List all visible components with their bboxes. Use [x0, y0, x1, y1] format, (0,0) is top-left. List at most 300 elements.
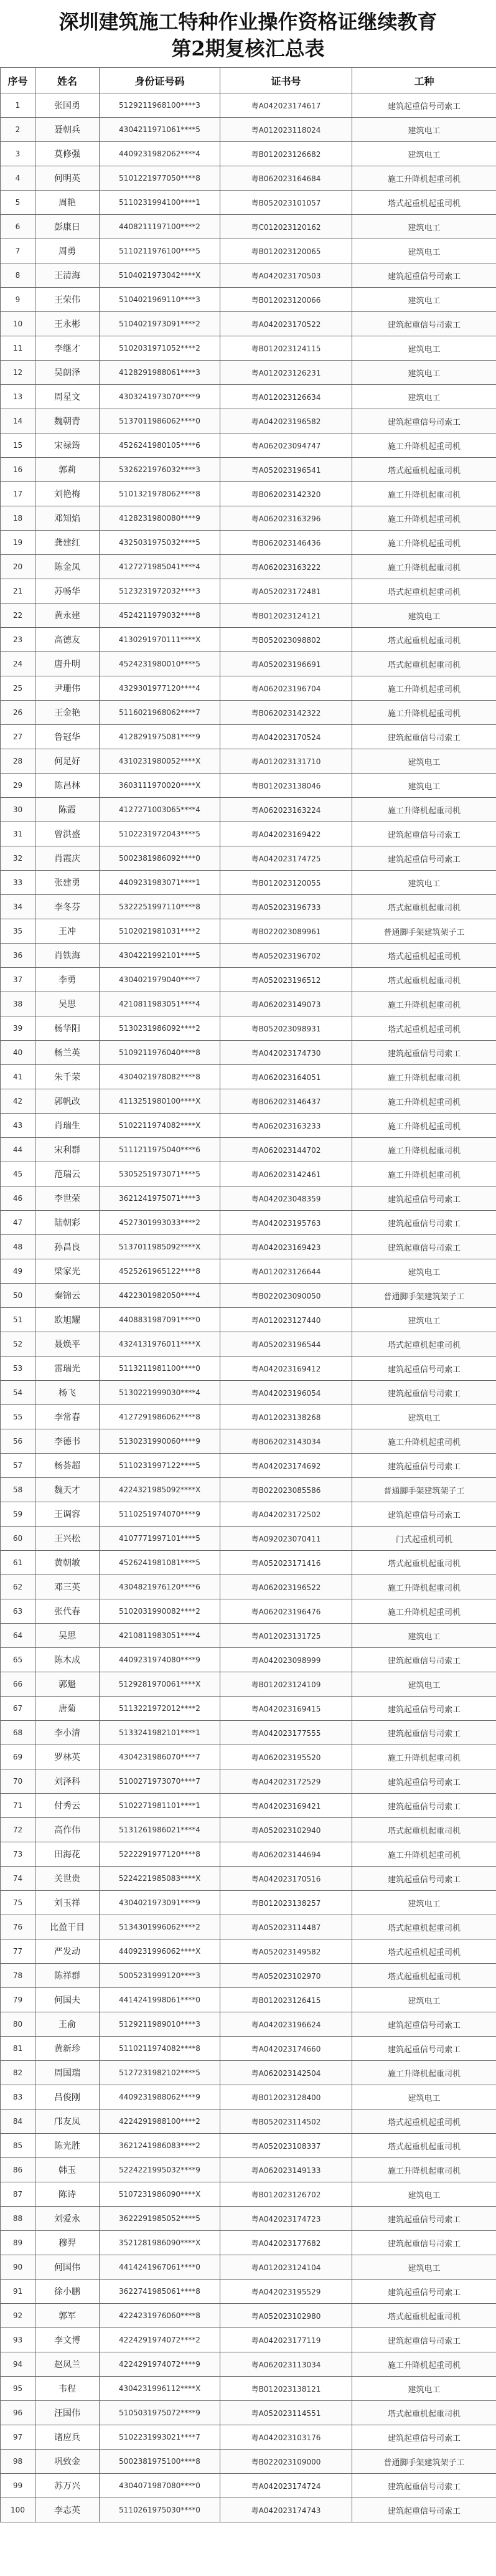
cell-job-type: 建筑电工 — [352, 871, 496, 895]
cell-name: 吴思 — [35, 992, 100, 1016]
table-row — [1, 992, 496, 1016]
cell-certificate-number: 粤A062023163222 — [220, 555, 352, 579]
cell-id-number: 5137011985092****X — [100, 1235, 220, 1259]
cell-job-type: 建筑电工 — [352, 2255, 496, 2280]
cell-name: 魏朝青 — [35, 409, 100, 433]
cell-serial-number: 65 — [1, 1648, 35, 1672]
cell-job-type: 建筑起重信号司索工 — [352, 2425, 496, 2450]
cell-job-type: 施工升降机起重司机 — [352, 1114, 496, 1138]
cell-certificate-number: 粤A052023196733 — [220, 895, 352, 919]
cell-serial-number: 52 — [1, 1332, 35, 1357]
cell-job-type: 建筑电工 — [352, 1891, 496, 1915]
cell-serial-number: 46 — [1, 1186, 35, 1211]
table-row — [1, 2182, 496, 2207]
cell-name: 诸应兵 — [35, 2425, 100, 2450]
table-row — [1, 2377, 496, 2401]
table-row — [1, 895, 496, 919]
cell-certificate-number: 粤A062023144702 — [220, 1138, 352, 1162]
cell-serial-number: 89 — [1, 2231, 35, 2255]
cell-certificate-number: 粤A062023163233 — [220, 1114, 352, 1138]
cell-serial-number: 85 — [1, 2134, 35, 2158]
cell-job-type: 建筑电工 — [352, 2377, 496, 2401]
cell-serial-number: 76 — [1, 1915, 35, 1939]
cell-serial-number: 12 — [1, 361, 35, 385]
cell-serial-number: 21 — [1, 579, 35, 604]
cell-certificate-number: 粤A042023195529 — [220, 2280, 352, 2304]
cell-id-number: 5224221995032****9 — [100, 2158, 220, 2182]
cell-id-number: 4304221992101****5 — [100, 944, 220, 968]
cell-name: 王俞 — [35, 2012, 100, 2037]
cell-serial-number: 41 — [1, 1065, 35, 1089]
cell-name: 李勇 — [35, 968, 100, 992]
cell-name: 陈霞 — [35, 798, 100, 822]
cell-id-number: 4128291975081****9 — [100, 725, 220, 749]
table-row — [1, 1259, 496, 1284]
cell-name: 韦程 — [35, 2377, 100, 2401]
cell-job-type: 施工升降机起重司机 — [352, 506, 496, 531]
cell-certificate-number: 粤A052023196544 — [220, 1332, 352, 1357]
cell-serial-number: 37 — [1, 968, 35, 992]
cell-job-type: 建筑起重信号司索工 — [352, 2280, 496, 2304]
cell-serial-number: 16 — [1, 458, 35, 482]
cell-name: 赵凤兰 — [35, 2352, 100, 2377]
cell-certificate-number: 粤B022023085586 — [220, 1478, 352, 1502]
cell-job-type: 施工升降机起重司机 — [352, 531, 496, 555]
cell-certificate-number: 粤A062023196476 — [220, 1599, 352, 1624]
cell-serial-number: 1 — [1, 93, 35, 118]
cell-job-type: 塔式起重机起重司机 — [352, 1016, 496, 1041]
cell-job-type: 施工升降机起重司机 — [352, 1745, 496, 1769]
cell-name: 秦锦云 — [35, 1284, 100, 1308]
cell-job-type: 施工升降机起重司机 — [352, 2061, 496, 2085]
cell-job-type: 建筑电工 — [352, 239, 496, 263]
cell-serial-number: 55 — [1, 1405, 35, 1429]
cell-serial-number: 63 — [1, 1599, 35, 1624]
cell-job-type: 普通脚手架建筑架子工 — [352, 1478, 496, 1502]
cell-job-type: 塔式起重机起重司机 — [352, 968, 496, 992]
cell-job-type: 施工升降机起重司机 — [352, 1138, 496, 1162]
cell-name: 陈光胜 — [35, 2134, 100, 2158]
cell-job-type: 建筑电工 — [352, 2085, 496, 2110]
cell-id-number: 4310231980052****X — [100, 749, 220, 774]
cell-serial-number: 87 — [1, 2182, 35, 2207]
cell-id-number: 4128291988061****3 — [100, 361, 220, 385]
cell-certificate-number: 粤B012023124121 — [220, 604, 352, 628]
cell-name: 何足好 — [35, 749, 100, 774]
cell-job-type: 门式起重机司机 — [352, 1527, 496, 1551]
cell-serial-number: 92 — [1, 2304, 35, 2328]
cell-job-type: 建筑电工 — [352, 288, 496, 312]
table-row — [1, 458, 496, 482]
table-row — [1, 2352, 496, 2377]
cell-serial-number: 36 — [1, 944, 35, 968]
cell-id-number: 4524231980010****5 — [100, 652, 220, 676]
cell-certificate-number: 粤B012023120066 — [220, 288, 352, 312]
cell-id-number: 4409231996062****X — [100, 1939, 220, 1964]
cell-certificate-number: 粤A012023124104 — [220, 2255, 352, 2280]
table-row — [1, 1235, 496, 1259]
cell-serial-number: 90 — [1, 2255, 35, 2280]
cell-job-type: 施工升降机起重司机 — [352, 1842, 496, 1867]
cell-job-type: 塔式起重机起重司机 — [352, 191, 496, 215]
cell-id-number: 5129281970061****X — [100, 1672, 220, 1697]
cell-serial-number: 42 — [1, 1089, 35, 1114]
cell-certificate-number: 粤B012023138257 — [220, 1891, 352, 1915]
cell-id-number: 5102231993021****7 — [100, 2425, 220, 2450]
cell-id-number: 5133241982101****1 — [100, 1721, 220, 1745]
cell-name: 高作伟 — [35, 1818, 100, 1842]
cell-job-type: 建筑起重信号司索工 — [352, 1721, 496, 1745]
table-row — [1, 1891, 496, 1915]
cell-certificate-number: 粤A042023170522 — [220, 312, 352, 336]
cell-job-type: 施工升降机起重司机 — [352, 2158, 496, 2182]
cell-certificate-number: 粤B012023126682 — [220, 142, 352, 166]
cell-name: 魏天才 — [35, 1478, 100, 1502]
cell-serial-number: 18 — [1, 506, 35, 531]
cell-serial-number: 15 — [1, 433, 35, 458]
cell-name: 王兴松 — [35, 1527, 100, 1551]
table-row — [1, 1138, 496, 1162]
cell-serial-number: 71 — [1, 1794, 35, 1818]
cell-id-number: 4408831987091****0 — [100, 1308, 220, 1332]
cell-id-number: 5130231990060****9 — [100, 1429, 220, 1454]
cell-serial-number: 31 — [1, 822, 35, 846]
cell-serial-number: 45 — [1, 1162, 35, 1186]
table-row — [1, 919, 496, 944]
cell-certificate-number: 粤A042023195763 — [220, 1211, 352, 1235]
cell-certificate-number: 粤A042023174660 — [220, 2037, 352, 2061]
cell-id-number: 5101221977050****8 — [100, 166, 220, 191]
cell-job-type: 建筑起重信号司索工 — [352, 2012, 496, 2037]
cell-job-type: 建筑起重信号司索工 — [352, 1357, 496, 1381]
cell-serial-number: 79 — [1, 1988, 35, 2012]
cell-id-number: 4304071987080****0 — [100, 2474, 220, 2498]
cell-id-number: 3622741985061****8 — [100, 2280, 220, 2304]
cell-certificate-number: 粤A042023177682 — [220, 2231, 352, 2255]
cell-name: 比盈干目 — [35, 1915, 100, 1939]
cell-name: 李德书 — [35, 1429, 100, 1454]
cell-id-number: 4524211979032****8 — [100, 604, 220, 628]
cell-serial-number: 68 — [1, 1721, 35, 1745]
cell-id-number: 5002381975100****8 — [100, 2450, 220, 2474]
cell-name: 唐菊 — [35, 1697, 100, 1721]
cell-id-number: 5110211976100****5 — [100, 239, 220, 263]
table-row — [1, 1211, 496, 1235]
cell-name: 李常春 — [35, 1405, 100, 1429]
cell-serial-number: 62 — [1, 1575, 35, 1599]
table-row — [1, 1454, 496, 1478]
cell-id-number: 5102211974082****X — [100, 1114, 220, 1138]
cell-job-type: 建筑起重信号司索工 — [352, 1041, 496, 1065]
cell-id-number: 5102271981101****1 — [100, 1794, 220, 1818]
cell-id-number: 4324131976011****X — [100, 1332, 220, 1357]
cell-certificate-number: 粤A062023163224 — [220, 798, 352, 822]
cell-name: 张建勇 — [35, 871, 100, 895]
cell-serial-number: 11 — [1, 336, 35, 361]
cell-serial-number: 53 — [1, 1357, 35, 1381]
cell-serial-number: 22 — [1, 604, 35, 628]
cell-job-type: 建筑起重信号司索工 — [352, 1502, 496, 1527]
cell-id-number: 5110231994100****1 — [100, 191, 220, 215]
cell-job-type: 塔式起重机起重司机 — [352, 944, 496, 968]
cell-id-number: 4224231976060****8 — [100, 2304, 220, 2328]
cell-certificate-number: 粤B012023126415 — [220, 1988, 352, 2012]
cell-job-type: 建筑起重信号司索工 — [352, 1794, 496, 1818]
table-row — [1, 1089, 496, 1114]
cell-id-number: 5104021969110****3 — [100, 288, 220, 312]
cell-name: 范瑞云 — [35, 1162, 100, 1186]
table-header-row — [1, 68, 496, 93]
table-row — [1, 1114, 496, 1138]
table-row — [1, 944, 496, 968]
cell-certificate-number: 粤A012023138268 — [220, 1405, 352, 1429]
table-row — [1, 2037, 496, 2061]
cell-serial-number: 49 — [1, 1259, 35, 1284]
table-row — [1, 701, 496, 725]
cell-serial-number: 100 — [1, 2498, 35, 2522]
table-row — [1, 1186, 496, 1211]
cell-certificate-number: 粤B012023126702 — [220, 2182, 352, 2207]
cell-name: 陈木成 — [35, 1648, 100, 1672]
cell-id-number: 4408211197100****2 — [100, 215, 220, 239]
cell-serial-number: 61 — [1, 1551, 35, 1575]
table-row — [1, 1284, 496, 1308]
cell-job-type: 塔式起重机起重司机 — [352, 652, 496, 676]
cell-serial-number: 94 — [1, 2352, 35, 2377]
cell-job-type: 建筑起重信号司索工 — [352, 93, 496, 118]
cell-serial-number: 69 — [1, 1745, 35, 1769]
table-row — [1, 2498, 496, 2522]
cell-certificate-number: 粤A062023113034 — [220, 2352, 352, 2377]
cell-id-number: 5130231986092****2 — [100, 1016, 220, 1041]
table-row — [1, 2158, 496, 2182]
cell-serial-number: 43 — [1, 1114, 35, 1138]
cell-name: 梁家光 — [35, 1259, 100, 1284]
cell-certificate-number: 粤C012023120162 — [220, 215, 352, 239]
cell-name: 周国瑞 — [35, 2061, 100, 2085]
cell-serial-number: 47 — [1, 1211, 35, 1235]
cell-name: 何国伟 — [35, 2255, 100, 2280]
table-row — [1, 846, 496, 871]
table-row — [1, 1794, 496, 1818]
table-row — [1, 239, 496, 263]
cell-serial-number: 48 — [1, 1235, 35, 1259]
cell-name: 鲁冠华 — [35, 725, 100, 749]
header-serial-number: 序号 — [1, 68, 35, 93]
cell-id-number: 5102021981031****2 — [100, 919, 220, 944]
cell-id-number: 4127271003065****4 — [100, 798, 220, 822]
table-row — [1, 1551, 496, 1575]
cell-id-number: 5102231972043****5 — [100, 822, 220, 846]
cell-name: 杨飞 — [35, 1381, 100, 1405]
cell-job-type: 施工升降机起重司机 — [352, 992, 496, 1016]
cell-certificate-number: 粤A052023196512 — [220, 968, 352, 992]
cell-id-number: 3621241986083****2 — [100, 2134, 220, 2158]
cell-certificate-number: 粤A012023131725 — [220, 1624, 352, 1648]
cell-job-type: 建筑电工 — [352, 774, 496, 798]
cell-id-number: 4414241967061****0 — [100, 2255, 220, 2280]
cell-job-type: 建筑起重信号司索工 — [352, 312, 496, 336]
table-row — [1, 1502, 496, 1527]
cell-job-type: 普通脚手架建筑架子工 — [352, 1284, 496, 1308]
cell-job-type: 建筑起重信号司索工 — [352, 1769, 496, 1794]
cell-serial-number: 54 — [1, 1381, 35, 1405]
cell-job-type: 塔式起重机起重司机 — [352, 2110, 496, 2134]
cell-name: 李冬芬 — [35, 895, 100, 919]
cell-id-number: 4525261965122****8 — [100, 1259, 220, 1284]
cell-id-number: 5102031971052****2 — [100, 336, 220, 361]
cell-serial-number: 7 — [1, 239, 35, 263]
table-body — [1, 93, 496, 2522]
table-row — [1, 409, 496, 433]
cell-name: 关世贵 — [35, 1867, 100, 1891]
table-row — [1, 1575, 496, 1599]
cell-job-type: 建筑电工 — [352, 361, 496, 385]
table-row — [1, 2207, 496, 2231]
cell-id-number: 5305251973071****5 — [100, 1162, 220, 1186]
cell-name: 李世荣 — [35, 1186, 100, 1211]
table-row — [1, 1624, 496, 1648]
cell-id-number: 3621241975071****3 — [100, 1186, 220, 1211]
cell-job-type: 建筑起重信号司索工 — [352, 2037, 496, 2061]
cell-certificate-number: 粤A062023164051 — [220, 1065, 352, 1089]
cell-job-type: 普通脚手架建筑架子工 — [352, 919, 496, 944]
header-id-number: 身份证号码 — [100, 68, 220, 93]
cell-name: 杨兰英 — [35, 1041, 100, 1065]
cell-certificate-number: 粤B012023128400 — [220, 2085, 352, 2110]
cell-name: 聂朝兵 — [35, 118, 100, 142]
cell-certificate-number: 粤A042023048359 — [220, 1186, 352, 1211]
table-row — [1, 433, 496, 458]
cell-serial-number: 17 — [1, 482, 35, 506]
cell-name: 陈金凤 — [35, 555, 100, 579]
cell-serial-number: 38 — [1, 992, 35, 1016]
table-row — [1, 1648, 496, 1672]
cell-job-type: 建筑电工 — [352, 604, 496, 628]
cell-certificate-number: 粤A012023126644 — [220, 1259, 352, 1284]
cell-name: 雷瑞光 — [35, 1357, 100, 1381]
cell-serial-number: 84 — [1, 2110, 35, 2134]
cell-id-number: 5104021973091****2 — [100, 312, 220, 336]
cell-certificate-number: 粤B022023090050 — [220, 1284, 352, 1308]
table-row — [1, 1599, 496, 1624]
cell-id-number: 5131261986021****4 — [100, 1818, 220, 1842]
cell-name: 陈昌林 — [35, 774, 100, 798]
cell-certificate-number: 粤A062023196522 — [220, 1575, 352, 1599]
cell-serial-number: 19 — [1, 531, 35, 555]
cell-job-type: 建筑起重信号司索工 — [352, 2231, 496, 2255]
cell-job-type: 建筑电工 — [352, 1624, 496, 1648]
cell-name: 李志英 — [35, 2498, 100, 2522]
cell-certificate-number: 粤A052023114551 — [220, 2401, 352, 2425]
cell-serial-number: 86 — [1, 2158, 35, 2182]
cell-serial-number: 24 — [1, 652, 35, 676]
cell-id-number: 3603111970020****X — [100, 774, 220, 798]
table-row — [1, 482, 496, 506]
cell-name: 王永彬 — [35, 312, 100, 336]
cell-id-number: 4107771997101****5 — [100, 1527, 220, 1551]
cell-job-type: 建筑电工 — [352, 385, 496, 409]
cell-certificate-number: 粤B012023124115 — [220, 336, 352, 361]
cell-certificate-number: 粤B022023089961 — [220, 919, 352, 944]
table-row — [1, 2450, 496, 2474]
cell-serial-number: 98 — [1, 2450, 35, 2474]
cell-certificate-number: 粤A012023118024 — [220, 118, 352, 142]
cell-serial-number: 97 — [1, 2425, 35, 2450]
cell-serial-number: 26 — [1, 701, 35, 725]
cell-certificate-number: 粤B012023124109 — [220, 1672, 352, 1697]
table-row — [1, 2280, 496, 2304]
cell-id-number: 5100271973070****7 — [100, 1769, 220, 1794]
cell-id-number: 5222291977120****8 — [100, 1842, 220, 1867]
cell-serial-number: 25 — [1, 676, 35, 701]
cell-name: 张国勇 — [35, 93, 100, 118]
cell-certificate-number: 粤A042023098999 — [220, 1648, 352, 1672]
cell-id-number: 5107231986090****X — [100, 2182, 220, 2207]
cell-serial-number: 4 — [1, 166, 35, 191]
cell-certificate-number: 粤A042023169412 — [220, 1357, 352, 1381]
cell-certificate-number: 粤A042023174743 — [220, 2498, 352, 2522]
table-row — [1, 2134, 496, 2158]
cell-certificate-number: 粤B052023098931 — [220, 1016, 352, 1041]
cell-serial-number: 74 — [1, 1867, 35, 1891]
cell-id-number: 4127291986062****8 — [100, 1405, 220, 1429]
header-certificate-number: 证书号 — [220, 68, 352, 93]
cell-id-number: 4409231974080****9 — [100, 1648, 220, 1672]
cell-id-number: 5102031990082****2 — [100, 1599, 220, 1624]
cell-id-number: 5002381986092****0 — [100, 846, 220, 871]
cell-job-type: 建筑电工 — [352, 1259, 496, 1284]
cell-job-type: 建筑起重信号司索工 — [352, 409, 496, 433]
cell-job-type: 建筑起重信号司索工 — [352, 1211, 496, 1235]
summary-table — [0, 67, 496, 2522]
table-row — [1, 822, 496, 846]
cell-name: 刘泽科 — [35, 1769, 100, 1794]
cell-job-type: 施工升降机起重司机 — [352, 1089, 496, 1114]
cell-name: 宋禄筠 — [35, 433, 100, 458]
table-row — [1, 676, 496, 701]
cell-name: 田海花 — [35, 1842, 100, 1867]
table-row — [1, 1357, 496, 1381]
cell-name: 吴思 — [35, 1624, 100, 1648]
cell-job-type: 施工升降机起重司机 — [352, 1575, 496, 1599]
cell-serial-number: 64 — [1, 1624, 35, 1648]
cell-name: 周艳 — [35, 191, 100, 215]
cell-certificate-number: 粤A062023094747 — [220, 433, 352, 458]
cell-job-type: 施工升降机起重司机 — [352, 482, 496, 506]
cell-serial-number: 23 — [1, 628, 35, 652]
cell-job-type: 施工升降机起重司机 — [352, 555, 496, 579]
cell-name: 彭康日 — [35, 215, 100, 239]
cell-serial-number: 96 — [1, 2401, 35, 2425]
cell-name: 吕俊刚 — [35, 2085, 100, 2110]
cell-serial-number: 34 — [1, 895, 35, 919]
cell-id-number: 5113221972012****2 — [100, 1697, 220, 1721]
table-row — [1, 312, 496, 336]
cell-name: 刘玉祥 — [35, 1891, 100, 1915]
cell-certificate-number: 粤A092023070411 — [220, 1527, 352, 1551]
cell-serial-number: 93 — [1, 2328, 35, 2352]
cell-serial-number: 82 — [1, 2061, 35, 2085]
table-row — [1, 1672, 496, 1697]
cell-certificate-number: 粤A052023196541 — [220, 458, 352, 482]
cell-certificate-number: 粤A062023144694 — [220, 1842, 352, 1867]
cell-job-type: 施工升降机起重司机 — [352, 798, 496, 822]
cell-id-number: 5116021968062****7 — [100, 701, 220, 725]
cell-certificate-number: 粤A052023172481 — [220, 579, 352, 604]
cell-job-type: 施工升降机起重司机 — [352, 166, 496, 191]
cell-job-type: 施工升降机起重司机 — [352, 1162, 496, 1186]
